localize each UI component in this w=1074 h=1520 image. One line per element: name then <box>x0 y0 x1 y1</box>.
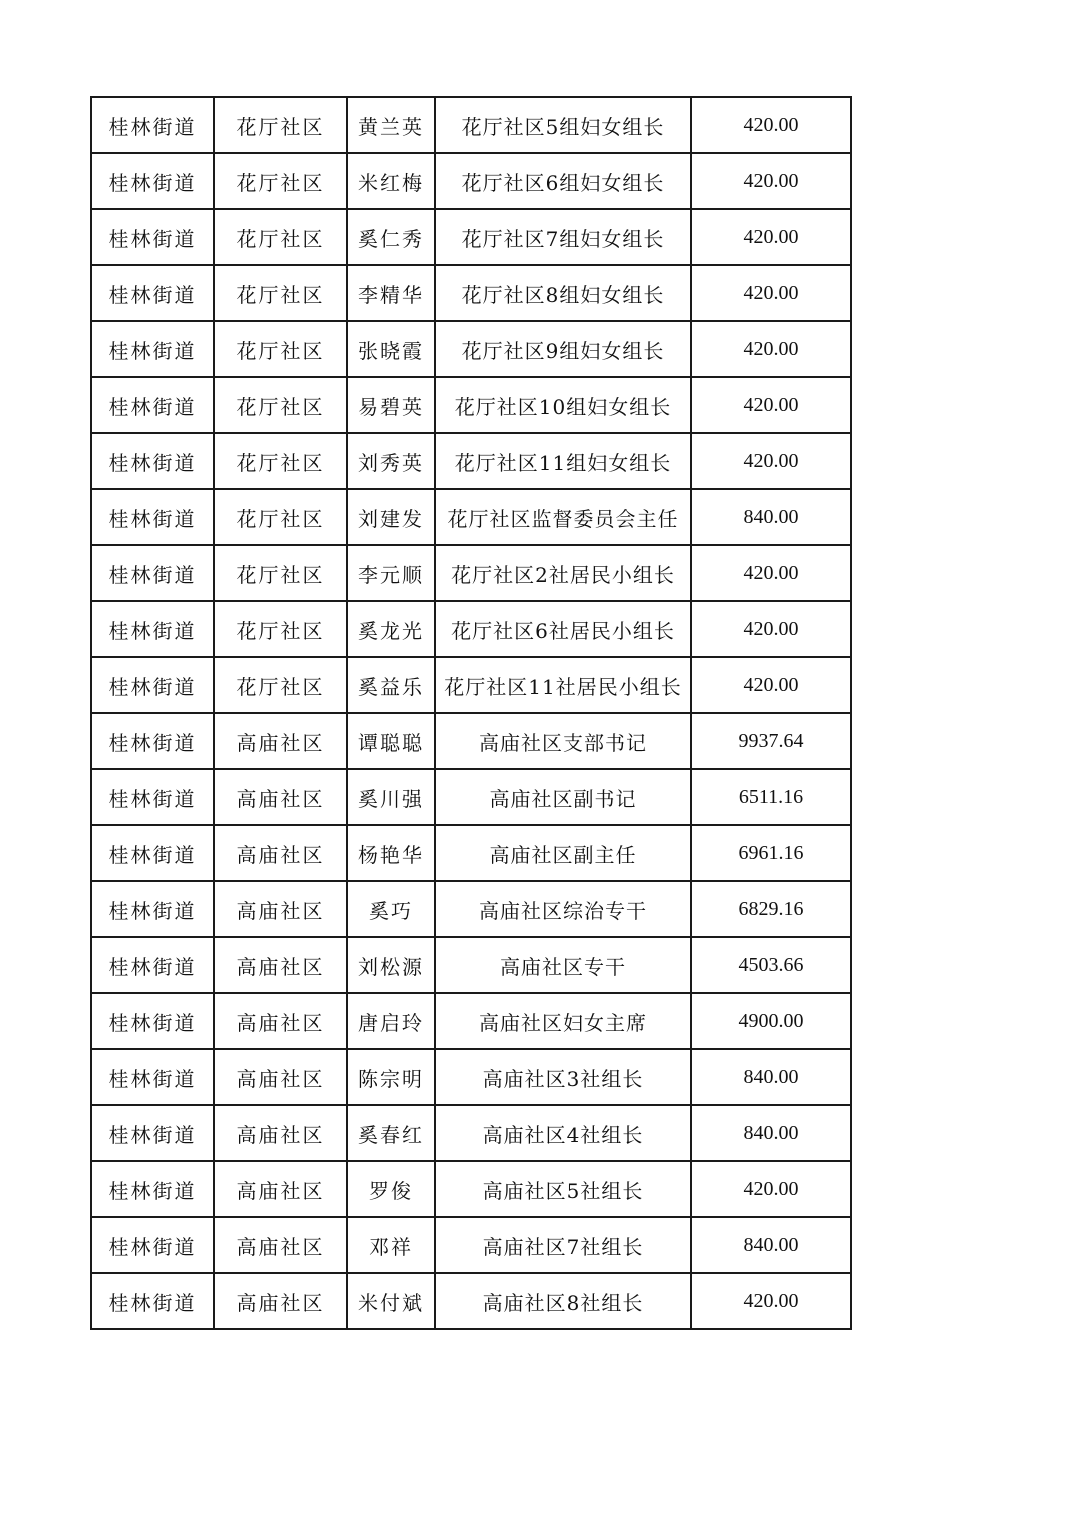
street-cell: 桂林街道 <box>91 657 214 713</box>
person-name-cell: 黄兰英 <box>347 97 435 153</box>
street-cell: 桂林街道 <box>91 713 214 769</box>
position-cell: 高庙社区支部书记 <box>435 713 691 769</box>
position-cell: 花厅社区11社居民小组长 <box>435 657 691 713</box>
community-cell: 高庙社区 <box>214 825 347 881</box>
street-cell: 桂林街道 <box>91 1105 214 1161</box>
person-name-cell: 奚春红 <box>347 1105 435 1161</box>
person-name-cell: 米付斌 <box>347 1273 435 1329</box>
amount-cell: 420.00 <box>691 545 851 601</box>
position-cell: 花厅社区6社居民小组长 <box>435 601 691 657</box>
position-cell: 花厅社区9组妇女组长 <box>435 321 691 377</box>
street-cell: 桂林街道 <box>91 377 214 433</box>
table-row <box>91 713 851 769</box>
amount-cell: 420.00 <box>691 153 851 209</box>
amount-cell: 420.00 <box>691 97 851 153</box>
street-cell: 桂林街道 <box>91 1049 214 1105</box>
amount-cell: 6829.16 <box>691 881 851 937</box>
person-name-cell: 李元顺 <box>347 545 435 601</box>
amount-cell: 840.00 <box>691 1217 851 1273</box>
amount-cell: 420.00 <box>691 321 851 377</box>
amount-cell: 420.00 <box>691 1161 851 1217</box>
person-name-cell: 刘建发 <box>347 489 435 545</box>
community-cell: 高庙社区 <box>214 1161 347 1217</box>
community-cell: 花厅社区 <box>214 377 347 433</box>
street-cell: 桂林街道 <box>91 153 214 209</box>
street-cell: 桂林街道 <box>91 1217 214 1273</box>
street-cell: 桂林街道 <box>91 937 214 993</box>
amount-cell: 420.00 <box>691 265 851 321</box>
position-cell: 高庙社区副主任 <box>435 825 691 881</box>
position-cell: 花厅社区7组妇女组长 <box>435 209 691 265</box>
amount-cell: 9937.64 <box>691 713 851 769</box>
position-cell: 高庙社区8社组长 <box>435 1273 691 1329</box>
amount-cell: 420.00 <box>691 601 851 657</box>
amount-cell: 6511.16 <box>691 769 851 825</box>
person-name-cell: 杨艳华 <box>347 825 435 881</box>
position-cell: 花厅社区10组妇女组长 <box>435 377 691 433</box>
table-row <box>91 545 851 601</box>
position-cell: 高庙社区5社组长 <box>435 1161 691 1217</box>
table-row <box>91 825 851 881</box>
community-cell: 高庙社区 <box>214 1217 347 1273</box>
amount-cell: 420.00 <box>691 1273 851 1329</box>
person-name-cell: 奚川强 <box>347 769 435 825</box>
amount-cell: 420.00 <box>691 209 851 265</box>
person-name-cell: 米红梅 <box>347 153 435 209</box>
community-cell: 高庙社区 <box>214 881 347 937</box>
amount-cell: 840.00 <box>691 1105 851 1161</box>
community-cell: 高庙社区 <box>214 1049 347 1105</box>
community-cell: 花厅社区 <box>214 321 347 377</box>
street-cell: 桂林街道 <box>91 489 214 545</box>
street-cell: 桂林街道 <box>91 209 214 265</box>
amount-cell: 4900.00 <box>691 993 851 1049</box>
table-row <box>91 1217 851 1273</box>
person-name-cell: 易碧英 <box>347 377 435 433</box>
community-cell: 高庙社区 <box>214 769 347 825</box>
community-cell: 高庙社区 <box>214 1273 347 1329</box>
position-cell: 高庙社区副书记 <box>435 769 691 825</box>
table-row <box>91 1105 851 1161</box>
person-name-cell: 唐启玲 <box>347 993 435 1049</box>
person-name-cell: 奚益乐 <box>347 657 435 713</box>
table-row <box>91 265 851 321</box>
community-cell: 花厅社区 <box>214 97 347 153</box>
community-cell: 高庙社区 <box>214 993 347 1049</box>
position-cell: 花厅社区5组妇女组长 <box>435 97 691 153</box>
person-name-cell: 奚龙光 <box>347 601 435 657</box>
table-row <box>91 601 851 657</box>
street-cell: 桂林街道 <box>91 321 214 377</box>
table-row <box>91 377 851 433</box>
person-name-cell: 邓祥 <box>347 1217 435 1273</box>
person-name-cell: 谭聪聪 <box>347 713 435 769</box>
community-cell: 花厅社区 <box>214 657 347 713</box>
person-name-cell: 奚仁秀 <box>347 209 435 265</box>
person-name-cell: 奚巧 <box>347 881 435 937</box>
amount-cell: 840.00 <box>691 1049 851 1105</box>
street-cell: 桂林街道 <box>91 265 214 321</box>
person-name-cell: 陈宗明 <box>347 1049 435 1105</box>
community-cell: 高庙社区 <box>214 713 347 769</box>
community-cell: 花厅社区 <box>214 265 347 321</box>
community-cell: 高庙社区 <box>214 937 347 993</box>
person-name-cell: 刘秀英 <box>347 433 435 489</box>
position-cell: 花厅社区监督委员会主任 <box>435 489 691 545</box>
table-row <box>91 1273 851 1329</box>
position-cell: 花厅社区2社居民小组长 <box>435 545 691 601</box>
person-name-cell: 张晓霞 <box>347 321 435 377</box>
street-cell: 桂林街道 <box>91 433 214 489</box>
amount-cell: 4503.66 <box>691 937 851 993</box>
position-cell: 高庙社区4社组长 <box>435 1105 691 1161</box>
position-cell: 高庙社区妇女主席 <box>435 993 691 1049</box>
street-cell: 桂林街道 <box>91 97 214 153</box>
table-row <box>91 881 851 937</box>
person-name-cell: 李精华 <box>347 265 435 321</box>
amount-cell: 420.00 <box>691 433 851 489</box>
table-row <box>91 769 851 825</box>
position-cell: 高庙社区7社组长 <box>435 1217 691 1273</box>
street-cell: 桂林街道 <box>91 825 214 881</box>
table-row <box>91 1049 851 1105</box>
street-cell: 桂林街道 <box>91 881 214 937</box>
amount-cell: 420.00 <box>691 377 851 433</box>
table-row <box>91 433 851 489</box>
position-cell: 花厅社区11组妇女组长 <box>435 433 691 489</box>
street-cell: 桂林街道 <box>91 545 214 601</box>
community-cell: 花厅社区 <box>214 601 347 657</box>
amount-cell: 840.00 <box>691 489 851 545</box>
position-cell: 高庙社区专干 <box>435 937 691 993</box>
street-cell: 桂林街道 <box>91 601 214 657</box>
amount-cell: 420.00 <box>691 657 851 713</box>
community-cell: 高庙社区 <box>214 1105 347 1161</box>
amount-cell: 6961.16 <box>691 825 851 881</box>
position-cell: 花厅社区6组妇女组长 <box>435 153 691 209</box>
table-row <box>91 489 851 545</box>
position-cell: 高庙社区3社组长 <box>435 1049 691 1105</box>
table-row <box>91 937 851 993</box>
community-cell: 花厅社区 <box>214 433 347 489</box>
table-row <box>91 321 851 377</box>
position-cell: 花厅社区8组妇女组长 <box>435 265 691 321</box>
subsidy-table <box>90 96 852 1330</box>
community-cell: 花厅社区 <box>214 545 347 601</box>
street-cell: 桂林街道 <box>91 1161 214 1217</box>
community-cell: 花厅社区 <box>214 209 347 265</box>
person-name-cell: 罗俊 <box>347 1161 435 1217</box>
street-cell: 桂林街道 <box>91 769 214 825</box>
table-body <box>91 97 851 1329</box>
table-row <box>91 657 851 713</box>
table-row <box>91 993 851 1049</box>
person-name-cell: 刘松源 <box>347 937 435 993</box>
table-row <box>91 97 851 153</box>
street-cell: 桂林街道 <box>91 1273 214 1329</box>
table-row <box>91 209 851 265</box>
table-row <box>91 1161 851 1217</box>
street-cell: 桂林街道 <box>91 993 214 1049</box>
community-cell: 花厅社区 <box>214 153 347 209</box>
position-cell: 高庙社区综治专干 <box>435 881 691 937</box>
community-cell: 花厅社区 <box>214 489 347 545</box>
table-row <box>91 153 851 209</box>
